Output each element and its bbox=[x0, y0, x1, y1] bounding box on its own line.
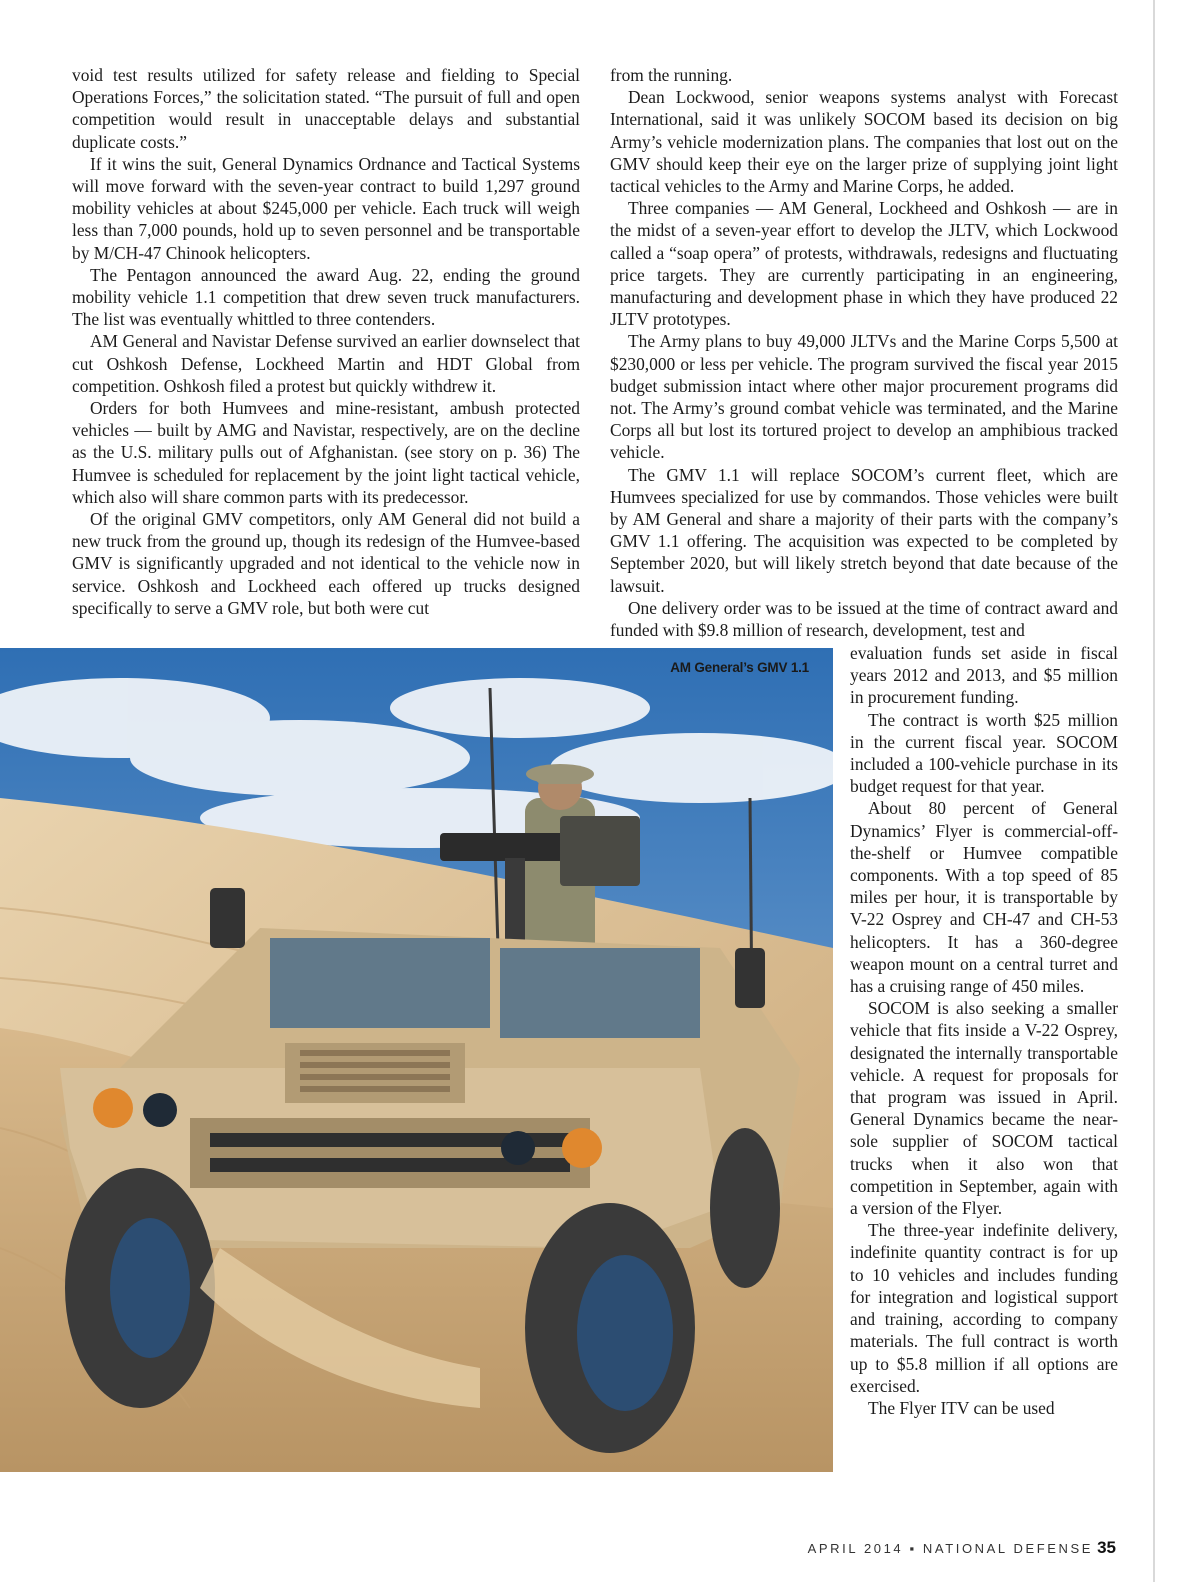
paragraph: The Pentagon announced the award Aug. 22, ending the ground mobility vehicle 1.1 competition that drew seven truck manufacturers. The list was eventually whittled to three contenders. bbox=[72, 264, 580, 330]
paragraph: The GMV 1.1 will replace SOCOM’s current fleet, which are Humvees specialized for use by commandos. Those vehicles were built by AM General and share a majority of their parts with the company’s GMV 1.1 offering. The acquisition was expected to be completed by September 2020, but will likely stretch beyond that date because of the lawsuit. bbox=[610, 464, 1118, 596]
vehicle-photo bbox=[0, 648, 833, 1472]
paragraph: from the running. bbox=[610, 65, 733, 85]
article-column-side bbox=[850, 642, 1118, 1419]
paragraph: Of the original GMV competitors, only AM General did not build a new truck from the ground up, though its redesign of the Humvee-based GMV is significantly upgraded and not identical to the vehicle now in service. Oshkosh and Lockheed each offered up trucks designed specifically to serve a GMV role, but both were cut bbox=[72, 509, 580, 618]
paragraph: Three companies — AM General, Lockheed and Oshkosh — are in the midst of a seven-year effort to develop the JLTV, which Lockwood called a “soap opera” of protests, withdrawals, redesigns and fluctuating price targets. They are currently participating in an engineering, manufacturing and development phase in which they have produced 22 JLTV prototypes. bbox=[610, 198, 1118, 330]
paragraph: The Army plans to buy 49,000 JLTVs and the Marine Corps 5,500 at $230,000 or less per vehicle. The program survived the fiscal year 2015 budget submission intact where other major procurement programs did not. The Army’s ground combat vehicle was terminated, and the Marine Corps all but lost its tortured project to develop an amphibious tracked vehicle. bbox=[610, 331, 1118, 463]
paragraph: If it wins the suit, General Dynamics Ordnance and Tactical Systems will move forward with the seven-year contract to build 1,297 ground mobility vehicles at about $245,000 per vehicle. Each truck will weigh less than 7,000 pounds, hold up to seven personnel and be transportable by M/CH-47 Chinook helicopters. bbox=[72, 153, 580, 263]
paragraph: The three-year indefinite delivery, indefinite quantity contract is for up to 10 vehicles and includes funding for integration and logistical support and training, according to company materials. The full contract is worth up to $5.8 million if all options are exercised. bbox=[850, 1220, 1118, 1396]
footer-issue: APRIL 2014 ▪ NATIONAL DEFENSE bbox=[807, 1541, 1094, 1556]
page-edge-rule bbox=[1153, 0, 1155, 1582]
paragraph: The Flyer ITV can be used bbox=[868, 1397, 1055, 1418]
article-column-left bbox=[72, 64, 580, 619]
paragraph: The contract is worth $25 million in the current fiscal year. SOCOM included a 100-vehicle purchase in its budget request for that year. bbox=[850, 709, 1118, 797]
paragraph: AM General and Navistar Defense survived an earlier downselect that cut Oshkosh Defense, Lockheed Martin and HDT Global from competition. Oshkosh filed a protest but quickly withdrew it. bbox=[72, 331, 580, 396]
paragraph: One delivery order was to be issued at the time of contract award and funded with $9.8 million of research, development, test and bbox=[610, 597, 1118, 641]
paragraph: About 80 percent of General Dynamics’ Flyer is commercial-off-the-shelf or Humvee compatible components. With a top speed of 85 miles per hour, it is transportable by V-22 Osprey and CH-47 and CH-53 helicopters. It has a 360-degree weapon mount on a central turret and has a cruising range of 450 miles. bbox=[850, 798, 1118, 997]
page-footer bbox=[808, 1538, 1116, 1558]
photo-caption: AM General’s GMV 1.1 bbox=[670, 660, 809, 675]
article-column-right bbox=[610, 64, 1118, 641]
paragraph: void test results utilized for safety release and fielding to Special Operations Forces,” the solicitation stated. “The pursuit of full and open competition would result in unacceptable delays and substantial duplicate costs.” bbox=[72, 65, 580, 152]
paragraph: Dean Lockwood, senior weapons systems analyst with Forecast International, said it was unlikely SOCOM based its decision on big Army’s vehicle modernization plans. The companies that lost out on the GMV should keep their eye on the larger prize of supplying joint light tactical vehicles to the Army and Marine Corps, he added. bbox=[610, 87, 1118, 197]
vehicle-photo-illustration bbox=[0, 648, 833, 1472]
paragraph: evaluation funds set aside in fiscal years 2012 and 2013, and $5 million in procurement funding. bbox=[850, 643, 1118, 708]
paragraph: SOCOM is also seeking a smaller vehicle that fits inside a V-22 Osprey, designated the internally transportable vehicle. A request for proposals for that program was issued in April. General Dynamics became the near-sole supplier of SOCOM tactical trucks when it also won that competition in September, again with a version of the Flyer. bbox=[850, 998, 1118, 1219]
paragraph: Orders for both Humvees and mine-resistant, ambush protected vehicles — built by AMG and Navistar, respectively, are on the decline as the U.S. military pulls out of Afghanistan. (see story on p. 36) The Humvee is scheduled for replacement by the joint light tactical vehicle, which also will share common parts with its predecessor. bbox=[72, 398, 580, 507]
page-number: 35 bbox=[1097, 1538, 1116, 1557]
